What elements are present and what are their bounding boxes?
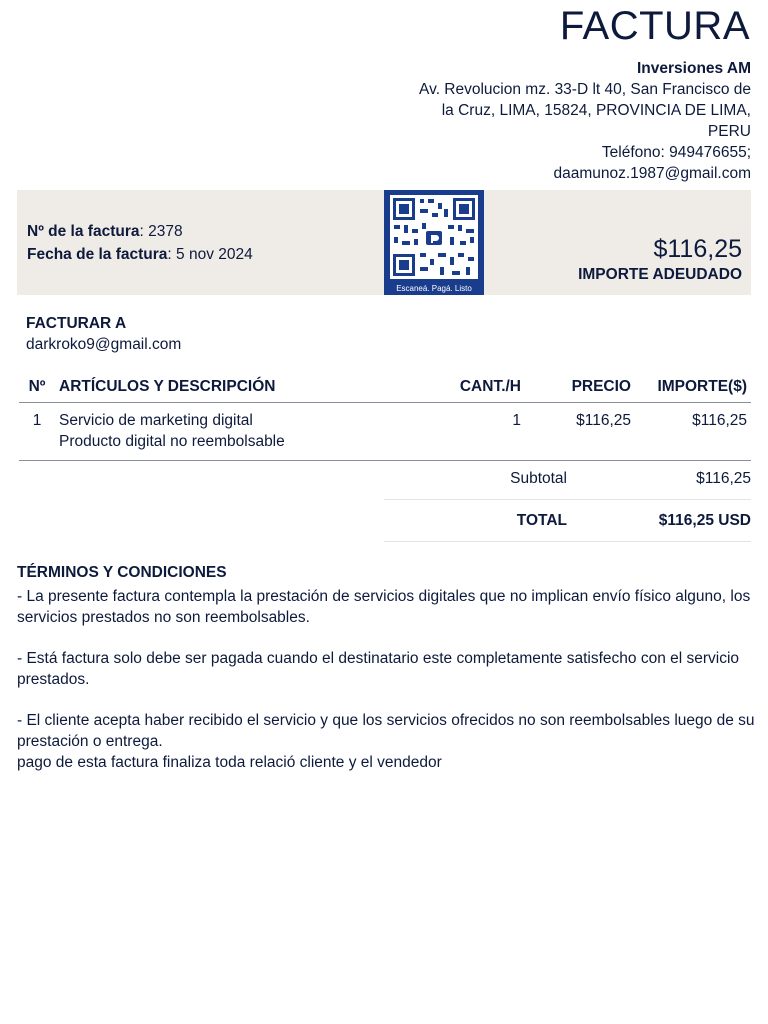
company-address-line-1: Av. Revolucion mz. 33-D lt 40, San Francisco de — [419, 81, 751, 98]
terms-paragraph-4: pago de esta factura finaliza toda relació cliente y el vendedor — [17, 754, 442, 771]
payment-qr-code[interactable] — [384, 190, 484, 295]
items-table-header — [19, 374, 751, 403]
company-info — [371, 58, 751, 184]
column-header-amount: IMPORTE($) — [635, 374, 751, 403]
subtotal-value: $116,25 — [696, 470, 751, 487]
invoice-date-row: Fecha de la factura: 5 nov 2024 — [27, 246, 253, 263]
total-label: TOTAL — [516, 512, 567, 529]
column-header-description: ARTÍCULOS Y DESCRIPCIÓN — [55, 374, 445, 403]
table-row — [19, 403, 751, 461]
item-quantity: 1 — [445, 403, 525, 461]
company-address-line-3: PERU — [707, 123, 751, 140]
terms-paragraph-1: - La presente factura contempla la prestación de servicios digitales que no implican envío físico alguno, los servicios prestados no son reembolsables. — [17, 588, 751, 626]
invoice-title: FACTURA — [559, 4, 750, 48]
item-price: $116,25 — [525, 403, 635, 461]
amount-due-label: IMPORTE ADEUDADO — [578, 266, 742, 283]
company-email[interactable]: daamunoz.1987@gmail.com — [553, 165, 751, 182]
item-description: Servicio de marketing digital — [59, 412, 253, 429]
terms-paragraph-3: - El cliente acepta haber recibido el servicio y que los servicios ofrecidos no son reembolsables luego de su prestación o entrega. — [17, 712, 755, 750]
amount-due-value: $116,25 — [653, 235, 742, 263]
terms-heading: TÉRMINOS Y CONDICIONES — [17, 564, 227, 581]
company-name: Inversiones AM — [637, 60, 751, 77]
column-header-price: PRECIO — [525, 374, 635, 403]
item-description-cell — [55, 403, 445, 461]
terms-paragraph-2: - Está factura solo debe ser pagada cuando el destinatario este completamente satisfecho con el servicio prestados. — [17, 650, 740, 688]
invoice-number-row: Nº de la factura: 2378 — [27, 223, 183, 240]
company-address-line-2: la Cruz, LIMA, 15824, PROVINCIA DE LIMA, — [441, 102, 751, 119]
column-header-quantity: CANT./H — [445, 374, 525, 403]
company-phone: Teléfono: 949476655; — [601, 144, 751, 161]
subtotal-label: Subtotal — [510, 470, 567, 487]
total-row — [384, 500, 751, 542]
invoice-summary-band — [17, 190, 751, 295]
subtotal-row — [384, 458, 751, 500]
bill-to-heading: FACTURAR A — [26, 315, 127, 332]
column-header-number: Nº — [19, 374, 55, 403]
totals — [384, 458, 751, 542]
bill-to — [26, 313, 181, 355]
terms-and-conditions — [17, 562, 757, 773]
qr-caption: Escaneá. Pagá. Listo — [396, 284, 472, 293]
items-table — [19, 374, 751, 461]
invoice-number-label: Nº de la factura — [27, 223, 140, 240]
invoice-date-label: Fecha de la factura — [27, 246, 168, 263]
total-value: $116,25 USD — [658, 512, 751, 529]
bill-to-email[interactable]: darkroko9@gmail.com — [26, 336, 182, 353]
item-number: 1 — [19, 403, 55, 461]
amount-due — [578, 234, 742, 284]
item-amount: $116,25 — [635, 403, 751, 461]
invoice-meta — [27, 220, 253, 266]
item-detail: Producto digital no reembolsable — [59, 433, 285, 450]
qr-code-icon — [390, 195, 478, 279]
invoice-number: 2378 — [148, 223, 183, 240]
invoice-date: 5 nov 2024 — [176, 246, 253, 263]
